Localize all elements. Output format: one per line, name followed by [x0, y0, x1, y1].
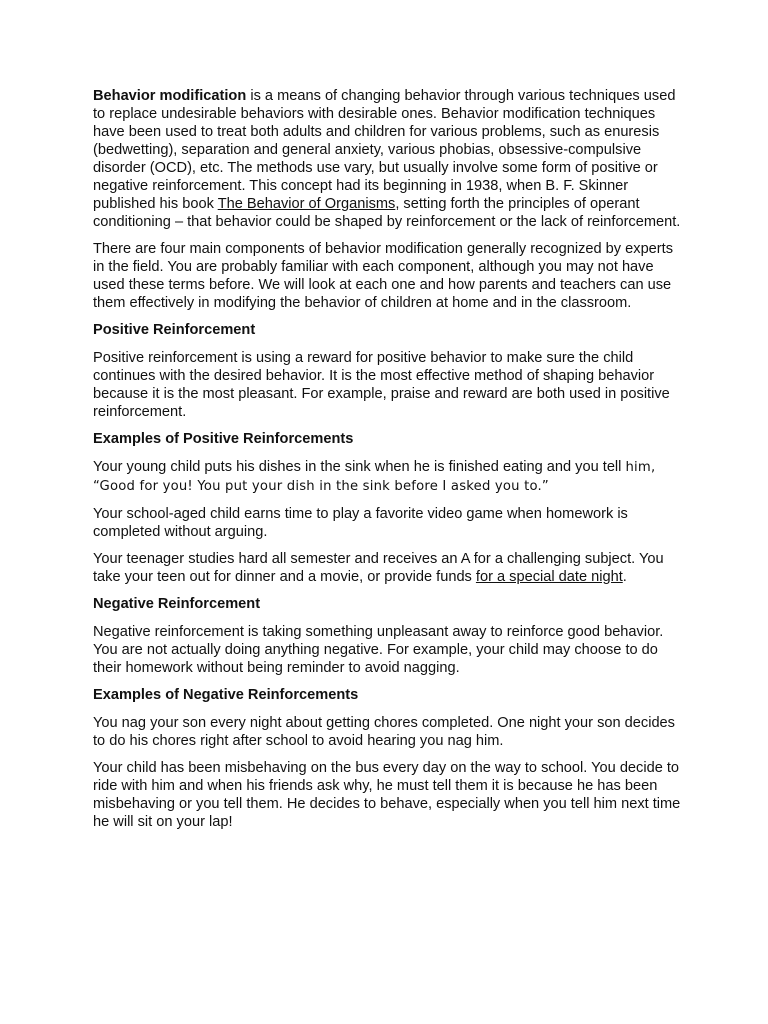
positive-reinforcement-paragraph: Positive reinforcement is using a reward for positive behavior to make sure the child continues with the desired behavior. It is the most effective method of shaping behavior because it is the most pleasant. For example, praise and reward are both used in positive reinforcement. — [93, 350, 670, 420]
term-behavior-modification: Behavior modification — [93, 88, 247, 104]
positive-example-1-quote: him, “Good for you! You put your dish in the sink before I asked you to.” — [93, 460, 656, 494]
negative-reinforcement-paragraph: Negative reinforcement is taking something unpleasant away to reinforce good behavior. You are not actually doing anything negative. For example, your child may choose to do their homework without being reminder to avoid nagging. — [93, 624, 664, 676]
positive-example-3-text-1: Your teenager studies hard all semester and receives an A for a challenging subject. You take your teen out for dinner and a movie, or provide funds — [93, 551, 664, 585]
heading-negative-reinforcement: Negative Reinforcement — [93, 596, 261, 612]
positive-example-2: Your school-aged child earns time to play a favorite video game when homework is completed without arguing. — [93, 506, 628, 540]
intro-text-1: is a means of changing behavior through various techniques used to replace undesirable behaviors with desirable ones. Behavior modification techniques have been used to treat both adults and children for various problems, such as enuresis (bedwetting), separation and general anxiety, various phobias, obsessive-compulsive disorder (OCD), etc. The methods use vary, but usually involve some form of positive or negative reinforcement. This concept had its beginning in 1938, when B. F. Skinner published his book — [93, 88, 676, 212]
book-title-link[interactable]: The Behavior of Organisms — [217, 196, 396, 212]
special-date-night-link[interactable]: for a special date night — [475, 569, 623, 585]
heading-positive-reinforcement: Positive Reinforcement — [93, 322, 256, 338]
document-page — [93, 87, 683, 840]
intro-text-2: , setting forth the principles of operant conditioning – that behavior could be shaped by reinforcement or the lack of reinforcement. — [93, 196, 681, 230]
positive-example-1 — [93, 458, 683, 496]
heading-negative-examples: Examples of Negative Reinforcements — [93, 687, 359, 703]
negative-example-1: You nag your son every night about getting chores completed. One night your son decides to do his chores right after school to avoid hearing you nag him. — [93, 715, 675, 749]
positive-example-3 — [93, 550, 683, 586]
intro-paragraph — [93, 87, 683, 231]
components-paragraph: There are four main components of behavior modification generally recognized by experts in the field. You are probably familiar with each component, although you may not have used these terms before. We will look at each one and how parents and teachers can use them effectively in modifying the behavior of children at home and in the classroom. — [93, 241, 674, 311]
negative-example-2: Your child has been misbehaving on the bus every day on the way to school. You decide to ride with him and when his friends ask why, he must tell them it is because he has been misbehaving or you tell them. He decides to behave, especially when you tell him next time he will sit on your lap! — [93, 760, 681, 830]
positive-example-3-text-2: . — [622, 569, 627, 585]
positive-example-1-text: Your young child puts his dishes in the sink when he is finished eating and you tell — [93, 459, 626, 475]
heading-positive-examples: Examples of Positive Reinforcements — [93, 431, 354, 447]
